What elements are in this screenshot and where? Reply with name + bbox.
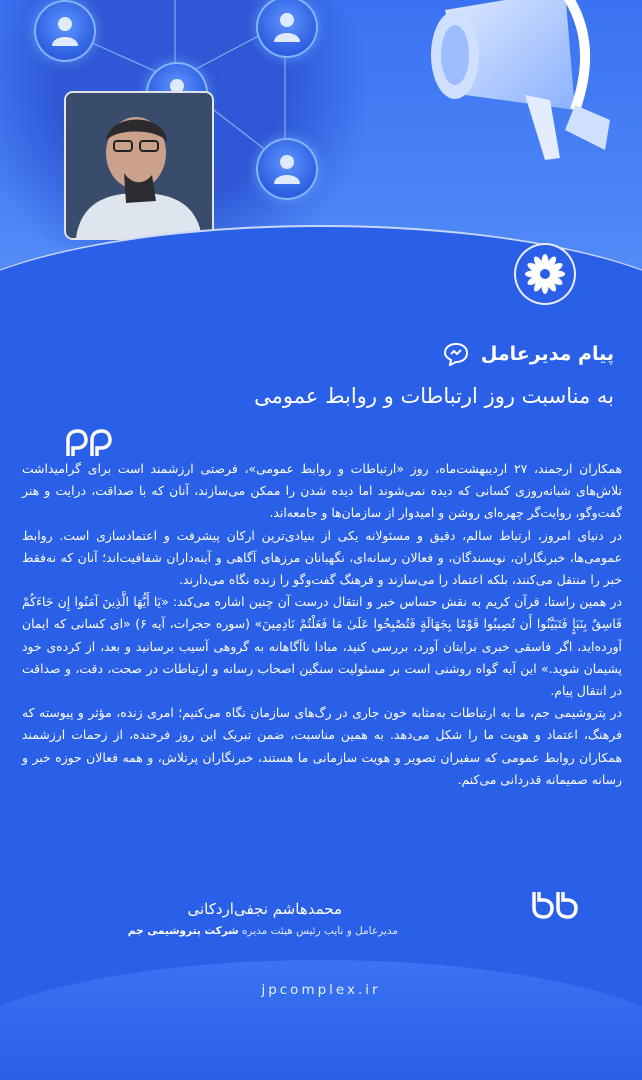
- user-node-icon: [256, 138, 318, 200]
- paragraph: همکاران ارجمند، ۲۷ اردیبهشت‌ماه، روز «ارتباطات و روابط عمومی»، فرصتی ارزشمند است برای گرامیداشت تلاش‌های شبانه‌روزی کسانی که دیده نمی‌شوند اما دیده شدن را ممکن می‌سازند، آنان که با صداقت، درایت و هنر گفت‌وگو، روایت‌گر چهره‌ای روشن و امیدوار از سازمان‌ها و جامعه‌اند.: [22, 461, 622, 521]
- paragraph: در همین راستا، قرآن کریم به نقش حساس خبر و انتقال درست آن چنین اشاره می‌کند: «يَا أَيُّهَا الَّذِينَ آمَنُوا إِن جَاءَكُمْ فَاسِقٌ بِنَبَإٍ فَتَبَيَّنُوا أَن تُصِيبُوا قَوْمًا بِجَهَالَةٍ فَتُصْبِحُوا عَلَىٰ مَا فَعَلْتُمْ نَادِمِينَ» (سوره حجرات، آیه ۶) «ای کسانی که ایمان آورده‌اید، اگر فاسقی خبری برایتان آورد، بررسی کنید، مبادا ناآگاهانه به گروهی آسیب برسانید و بعد، از کرده‌ی خود پشیمان شوید.» این آیه گواه روشنی است بر مسئولیت سنگین اصحاب رسانه و ارتباطات در صحت، دقت، و صداقت در انتقال پیام.: [22, 594, 622, 699]
- flower-logo-icon: [514, 243, 576, 305]
- signature-name: محمدهاشم نجفی‌اردکانی: [187, 900, 342, 918]
- megaphone-icon: [425, 0, 642, 190]
- footer-curve: [0, 960, 642, 1080]
- title-row: [443, 342, 614, 366]
- user-node-icon: [34, 0, 96, 62]
- quote-icon: [64, 428, 114, 458]
- website-link[interactable]: jpcomplex.ir: [261, 982, 381, 998]
- message-body: [22, 458, 622, 791]
- quote-icon: [530, 890, 580, 920]
- paragraph: در دنیای امروز، ارتباط سالم، دقیق و مسئولانه یکی از بنیادی‌ترین ارکان پیشرفت و اعتمادسازی است. روابط عمومی‌ها، خبرنگاران، نویسندگان، و فعالان رسانه‌ای، نگهبانان مرزهای آگاهی و آینه‌داران شفافیت‌اند؛ آنان که نه‌فقط خبر را منتقل می‌کنند، بلکه اعتماد را می‌سازند و فرهنگ گفت‌وگو را زنده نگاه می‌دارند.: [22, 527, 622, 588]
- signature-company: شرکت پتروشیمی جم: [127, 925, 239, 937]
- footer: [0, 960, 642, 1080]
- page-subtitle: به مناسبت روز ارتباطات و روابط عمومی: [254, 384, 614, 408]
- paragraph: در پتروشیمی جم، ما به ارتباطات به‌مثابه خون جاری در رگ‌های سازمان نگاه می‌کنیم؛ امری زنده، مؤثر و پیوسته که فرهنگ، اعتماد و هویت ما را شکل می‌دهد. به همین مناسبت، ضمن تبریک این روز فرخنده، از زحمات ارزشمند همکاران روابط عمومی که سفیران تصویر و هویت سازمانی ما هستند، خبرنگاران پرتلاش، و همه فعالان حوزه خبر و رسانه صمیمانه قدردانی می‌کنم.: [22, 705, 622, 787]
- chat-bubble-icon: [443, 342, 469, 366]
- signature-role: [128, 925, 398, 937]
- ceo-portrait: [64, 91, 214, 240]
- signature-role-text: مدیرعامل و نایب رئیس هیئت مدیره: [241, 925, 398, 937]
- page-title: پیام مدیرعامل: [480, 343, 614, 365]
